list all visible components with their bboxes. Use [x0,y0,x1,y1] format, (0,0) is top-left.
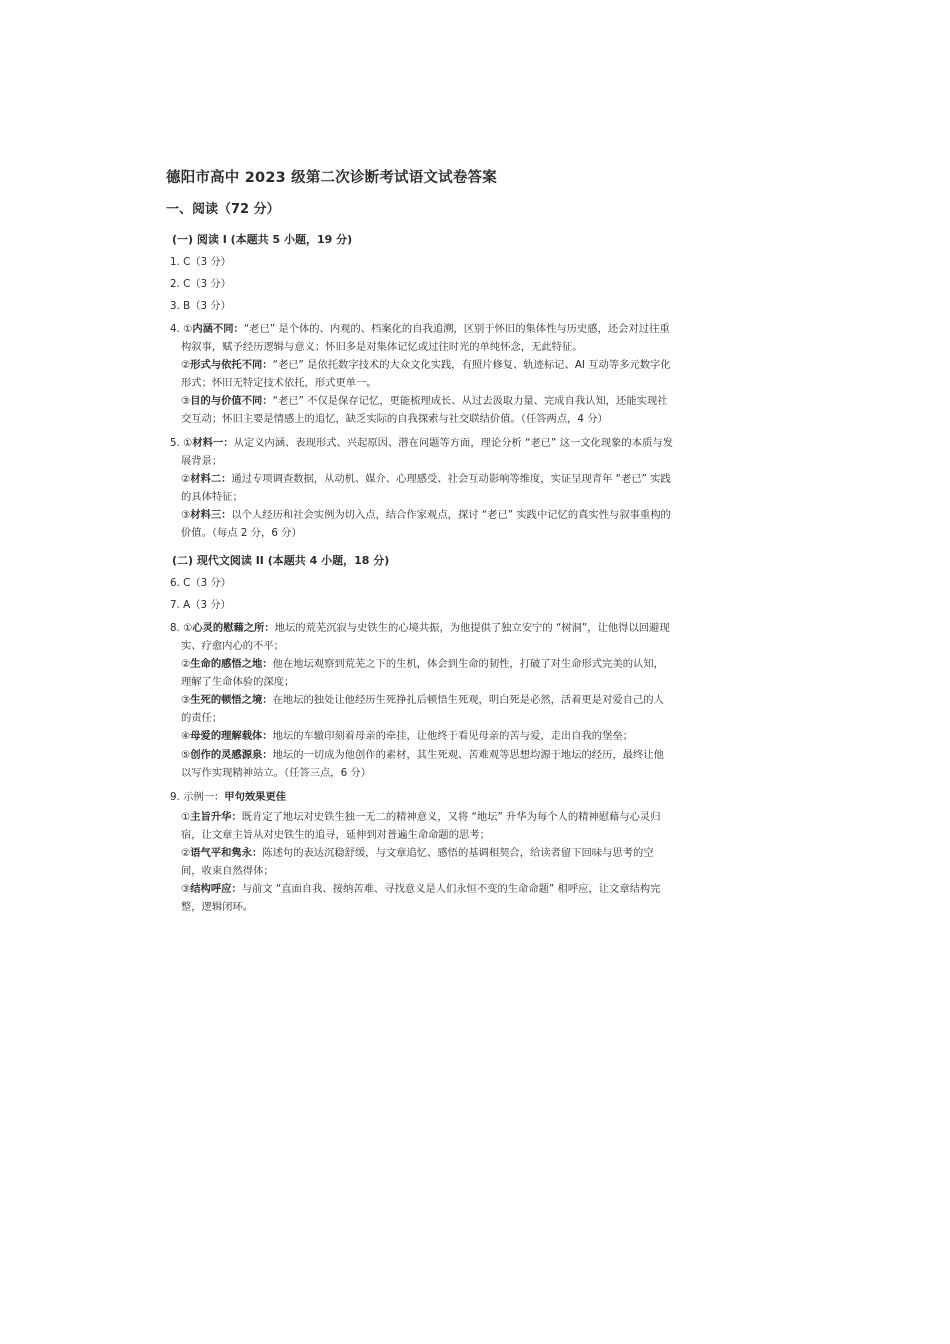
answer-line: 理解了生命体验的深度； [181,676,295,688]
section-heading: 一、阅读（72 分） [166,202,280,217]
answer-line: 宿，让文章主旨从对史铁生的追寻，延伸到对普遍生命命题的思考； [181,829,490,841]
answer-line: ③目的与价值不同：“老已” 不仅是保存记忆，更能梳理成长、从过去汲取力量、完成自我认知，还能实现社 [181,395,668,407]
answer-line: ⑤创作的灵感源泉：地坛的一切成为他创作的素材，其生死观、苦难观等思想均源于地坛的经历，最终让他 [181,749,664,761]
document-title: 德阳市高中 2023 级第二次诊断考试语文试卷答案 [166,170,497,186]
answer-line: 以写作实现精神站立。（任答三点，6 分） [181,767,372,779]
answer-line: 价值。（每点 2 分，6 分） [181,527,302,539]
answer-line: 1. C（3 分） [170,256,232,268]
answer-line: 的责任； [181,712,223,724]
answer-line: 8. ①心灵的慰藉之所：地坛的荒芜沉寂与史铁生的心境共振，为他提供了独立安宁的 “树洞”，让他得以回避现 [170,622,670,634]
answer-line: ①主旨升华：既肯定了地坛对史铁生独一无二的精神意义，又将 “地坛” 升华为每个人的精神慰藉与心灵归 [181,811,661,823]
answer-line: 6. C（3 分） [170,577,232,589]
answer-line: 3. B（3 分） [170,300,231,312]
answer-line: 间，收束自然得体； [181,865,274,877]
answer-line: 实、疗愈内心的不平； [181,640,284,652]
answer-line: ③材料三：以个人经历和社会实例为切入点，结合作家观点，探讨 “老已” 实践中记忆的真实性与叙事重构的 [181,509,671,521]
answer-line: 7. A（3 分） [170,599,231,611]
answer-line: ②语气平和隽永：陈述句的表达沉稳舒缓，与文章追忆、感悟的基调相契合，给读者留下回味与思考的空 [181,847,654,859]
answer-line: 4. ①内涵不同：“老已” 是个体的、内观的、档案化的自我追溯，区别于怀旧的集体性与历史感，还会对过往重 [170,323,670,335]
answer-line: ③结构呼应：与前文 “直面自我、接纳苦难、寻找意义是人们永恒不变的生命命题” 相呼应，让文章结构完 [181,883,661,895]
answer-line: 的具体特征； [181,491,243,503]
subsection-heading: (一) 阅读 I (本题共 5 小题，19 分) [172,233,353,246]
answer-line: ②材料二：通过专项调查数据，从动机、媒介、心理感受、社会互动影响等维度，实证呈现青年 “老已” 实践 [181,473,671,485]
answer-line: ③生死的顿悟之境：在地坛的独处让他经历生死挣扎后顿悟生死观，明白死是必然，活着更是对爱自己的人 [181,694,664,706]
answer-line: 构叙事，赋予经历逻辑与意义；怀旧多是对集体记忆或过往时光的单纯怀念，无此特征。 [181,341,583,353]
answer-line: 9. 示例一：甲句效果更佳 [170,791,287,803]
answer-line: 形式；怀旧无特定技术依托，形式更单一。 [181,377,377,389]
answer-line: 交互动；怀旧主要是情感上的追忆，缺乏实际的自我探索与社交联结价值。（任答两点，4 分） [181,413,608,425]
answer-line: ④母爱的理解载体：地坛的车辙印刻着母亲的牵挂，让他终于看见母亲的苦与爱，走出自我的堡垒； [181,730,633,742]
answer-line: 展背景； [181,455,223,467]
answer-line: 整，逻辑闭环。 [181,901,254,913]
subsection-heading: (二) 现代文阅读 II (本题共 4 小题，18 分) [172,554,390,567]
answer-line: ②生命的感悟之地：他在地坛观察到荒芜之下的生机，体会到生命的韧性，打破了对生命形式完美的认知， [181,658,664,670]
answer-line: 5. ①材料一：从定义内涵、表现形式、兴起原因、潜在问题等方面，理论分析 “老已” 这一文化现象的本质与发 [170,437,673,449]
answer-line: 2. C（3 分） [170,278,232,290]
answer-line: ②形式与依托不同：“老已” 是依托数字技术的大众文化实践，有照片修复、轨迹标记、AI 互动等多元数字化 [181,359,671,371]
